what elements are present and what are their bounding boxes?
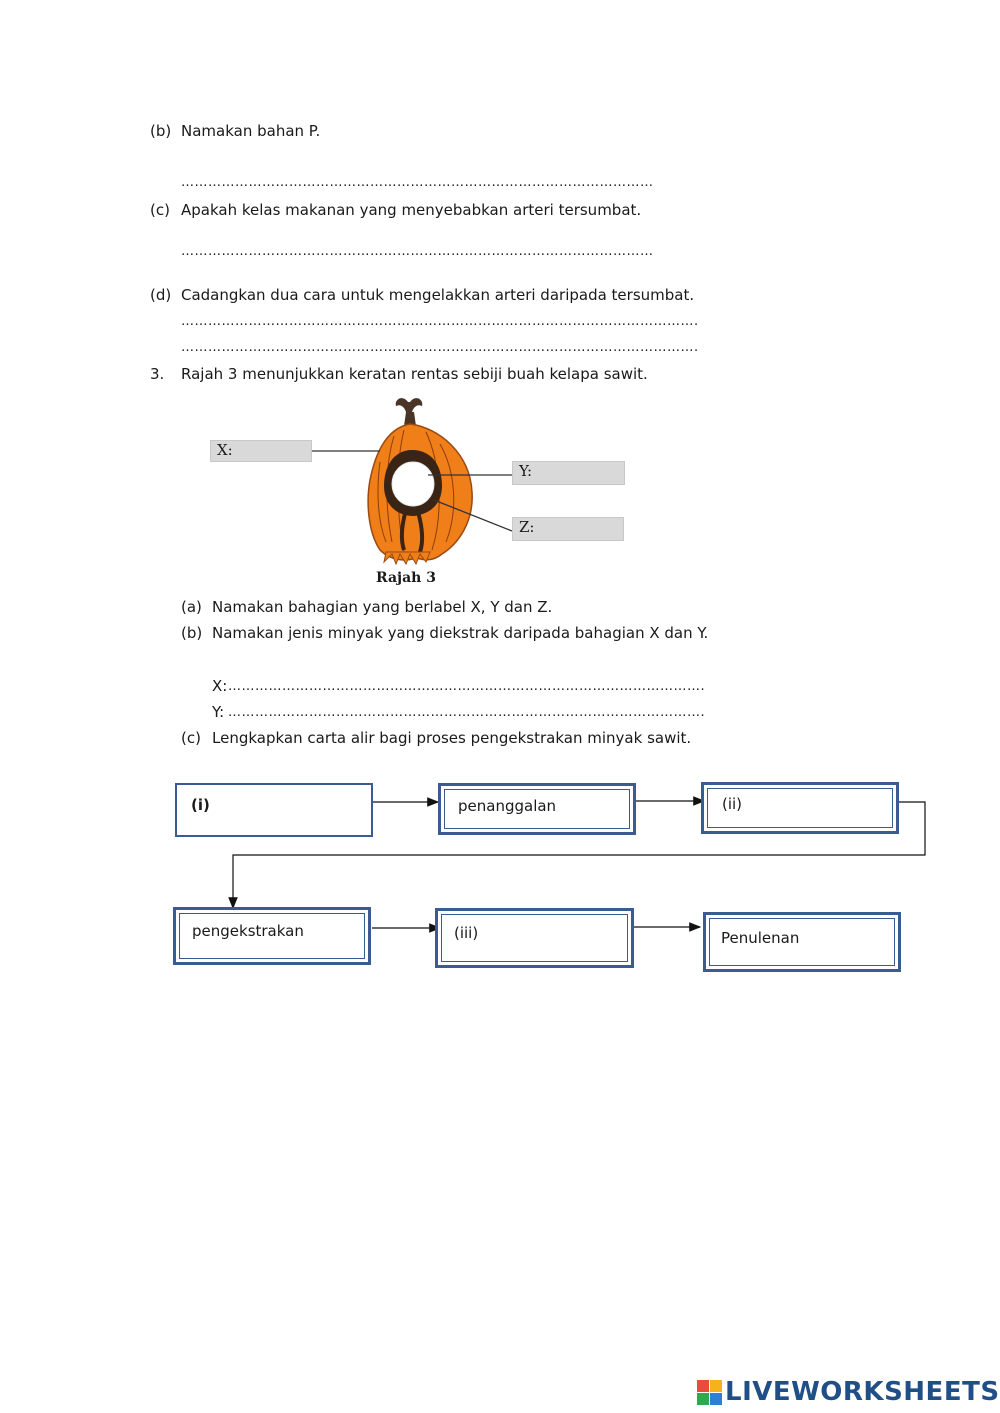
- label-y-box[interactable]: [512, 461, 625, 485]
- q2b-answer-line[interactable]: ……………………………………………………………………………………………: [181, 175, 654, 190]
- label-x-box[interactable]: [210, 440, 312, 462]
- q3c-number: (c): [181, 729, 201, 747]
- q2d-answer-line-1[interactable]: …………………………………………………………………………………………………….: [181, 314, 699, 329]
- q3b-number: (b): [181, 624, 203, 642]
- answer-y-label: Y:: [212, 703, 225, 721]
- q2c-number: (c): [150, 201, 170, 219]
- flow-box-3[interactable]: [701, 782, 899, 834]
- q2d-answer-line-2[interactable]: …………………………………………………………………………………………………….: [181, 340, 699, 355]
- liveworksheets-logo-text: LIVEWORKSHEETS: [725, 1377, 1000, 1407]
- flow-box-4-label: pengekstrakan: [192, 922, 304, 940]
- flow-box-1[interactable]: [175, 783, 373, 837]
- flow-box-6: [703, 912, 901, 972]
- figure-caption: Rajah 3: [376, 570, 436, 586]
- answer-x-line[interactable]: …………………………………………………………………………………………….: [228, 679, 706, 694]
- label-x-text: X:: [217, 441, 233, 459]
- q3c-text: Lengkapkan carta alir bagi proses pengekstrakan minyak sawit.: [212, 729, 692, 747]
- label-y-text: Y:: [519, 462, 533, 480]
- q3-number: 3.: [150, 365, 165, 383]
- q2c-text: Apakah kelas makanan yang menyebabkan arteri tersumbat.: [181, 201, 642, 219]
- q2d-number: (d): [150, 286, 172, 304]
- flow-box-1-label: (i): [191, 796, 210, 814]
- flow-box-2-label: penanggalan: [458, 797, 557, 815]
- q2b-text: Namakan bahan P.: [181, 122, 321, 140]
- answer-x-label: X:: [212, 677, 228, 695]
- q2d-text: Cadangkan dua cara untuk mengelakkan arteri daripada tersumbat.: [181, 286, 695, 304]
- oil-palm-figure: [180, 392, 680, 592]
- q3a-number: (a): [181, 598, 202, 616]
- oil-palm-fruit-illustration: [180, 392, 680, 592]
- label-z-box[interactable]: [512, 517, 624, 541]
- liveworksheets-logo: [697, 1377, 1000, 1411]
- flow-box-5[interactable]: [435, 908, 634, 968]
- flow-box-4: [173, 907, 371, 965]
- q2b-number: (b): [150, 122, 172, 140]
- liveworksheets-logo-icon: [697, 1380, 723, 1408]
- answer-y-line[interactable]: …………………………………………………………………………………………….: [228, 705, 706, 720]
- flow-box-6-label: Penulenan: [721, 929, 800, 947]
- flow-box-5-label: (iii): [454, 924, 479, 942]
- flow-box-2: [438, 783, 636, 835]
- q3b-text: Namakan jenis minyak yang diekstrak daripada bahagian X dan Y.: [212, 624, 709, 642]
- flow-box-3-label: (ii): [722, 795, 743, 813]
- label-z-text: Z:: [519, 518, 535, 536]
- q3a-text: Namakan bahagian yang berlabel X, Y dan Z.: [212, 598, 553, 616]
- q3-text: Rajah 3 menunjukkan keratan rentas sebiji buah kelapa sawit.: [181, 365, 648, 383]
- q2c-answer-line[interactable]: ……………………………………………………………………………………………: [181, 244, 654, 259]
